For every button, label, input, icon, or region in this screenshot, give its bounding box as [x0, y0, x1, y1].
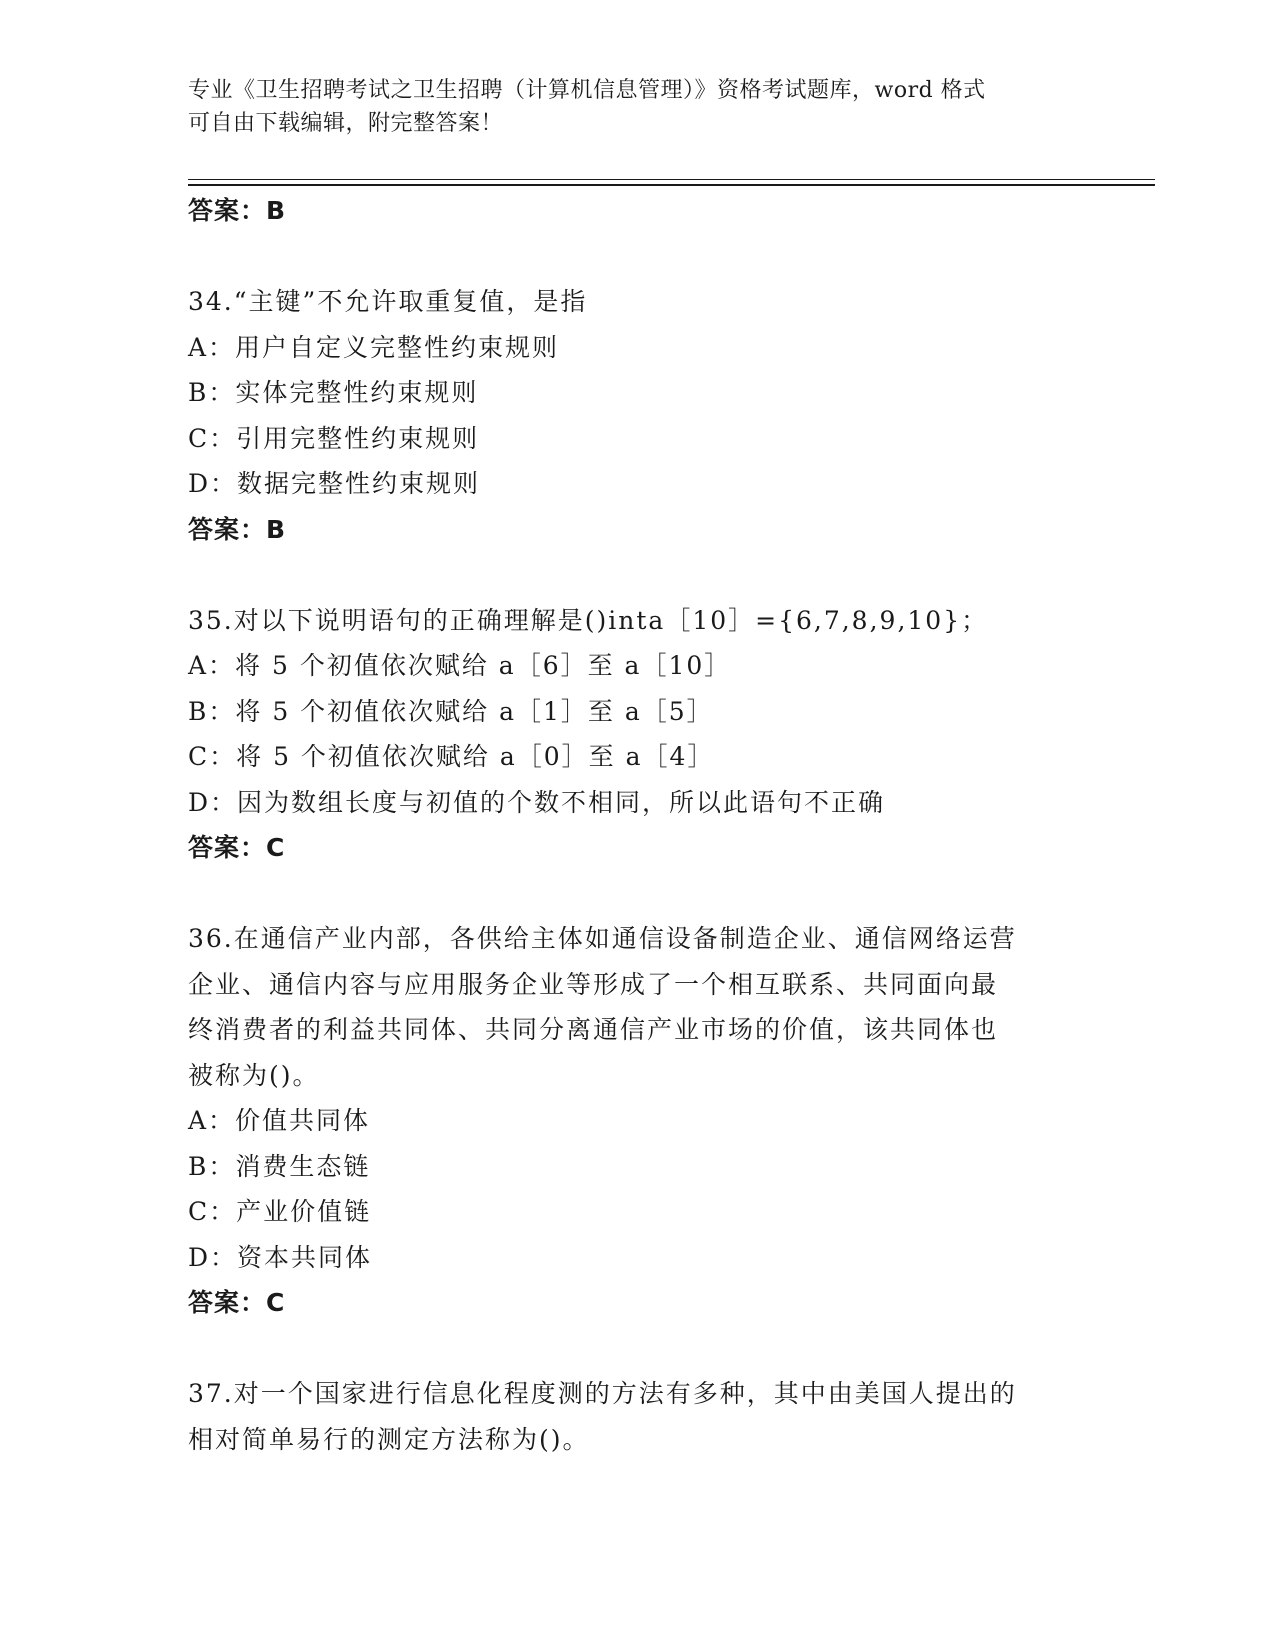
- question-list: [188, 188, 1088, 1462]
- option-c: C：产业价值链: [188, 1197, 372, 1226]
- option-b: B：将 5 个初值依次赋给 a［1］至 a［5］: [188, 696, 714, 726]
- option-c: C：将 5 个初值依次赋给 a［0］至 a［4］: [188, 742, 715, 771]
- question-text-line-1: 37.对一个国家进行信息化程度测的方法有多种，其中由美国人提出的: [188, 1379, 1017, 1408]
- option-b: B：消费生态链: [188, 1151, 371, 1181]
- question-text-line-1: 36.在通信产业内部，各供给主体如通信设备制造企业、通信网络运营: [188, 924, 1017, 953]
- option-d: D：资本共同体: [188, 1242, 373, 1272]
- question-text-line-3: 终消费者的利益共同体、共同分离通信产业市场的价值，该共同体也: [188, 1015, 999, 1044]
- question-34: [188, 279, 1088, 552]
- header-line-2: 可自由下载编辑，附完整答案！: [188, 111, 504, 136]
- option-c: C：引用完整性约束规则: [188, 423, 480, 453]
- answer-line: 答案：C: [188, 1288, 286, 1317]
- question-text-line-2: 企业、通信内容与应用服务企业等形成了一个相互联系、共同面向最: [188, 969, 999, 999]
- header-rule-thin: [188, 179, 1155, 180]
- header-rule-thick: [188, 184, 1155, 186]
- option-d: D：数据完整性约束规则: [188, 469, 481, 498]
- question-text-line-4: 被称为()。: [188, 1060, 320, 1090]
- question-text-line-2: 相对简单易行的测定方法称为()。: [188, 1424, 590, 1454]
- option-a: A：价值共同体: [188, 1106, 371, 1135]
- option-b: B：实体完整性约束规则: [188, 378, 479, 407]
- option-a: A：将 5 个初值依次赋给 a［6］至 a［10］: [188, 651, 732, 680]
- question-text: 35.对以下说明语句的正确理解是()inta［10］={6,7,8,9,10}；: [188, 605, 989, 635]
- question-36: [188, 916, 1088, 1326]
- answer-line: 答案：B: [188, 514, 287, 544]
- header-line-1: 专业《卫生招聘考试之卫生招聘（计算机信息管理）》资格考试题库，word 格式: [188, 78, 986, 103]
- answer-line: 答案：B: [188, 196, 287, 225]
- document-header: [188, 74, 1088, 140]
- question-37: [188, 1371, 1088, 1462]
- question-35: [188, 598, 1088, 871]
- question-text: 34.“主键”不允许取重复值，是指: [188, 287, 588, 316]
- answer-line: 答案：C: [188, 833, 286, 862]
- option-d: D：因为数组长度与初值的个数不相同，所以此语句不正确: [188, 787, 886, 817]
- option-a: A：用户自定义完整性约束规则: [188, 332, 560, 362]
